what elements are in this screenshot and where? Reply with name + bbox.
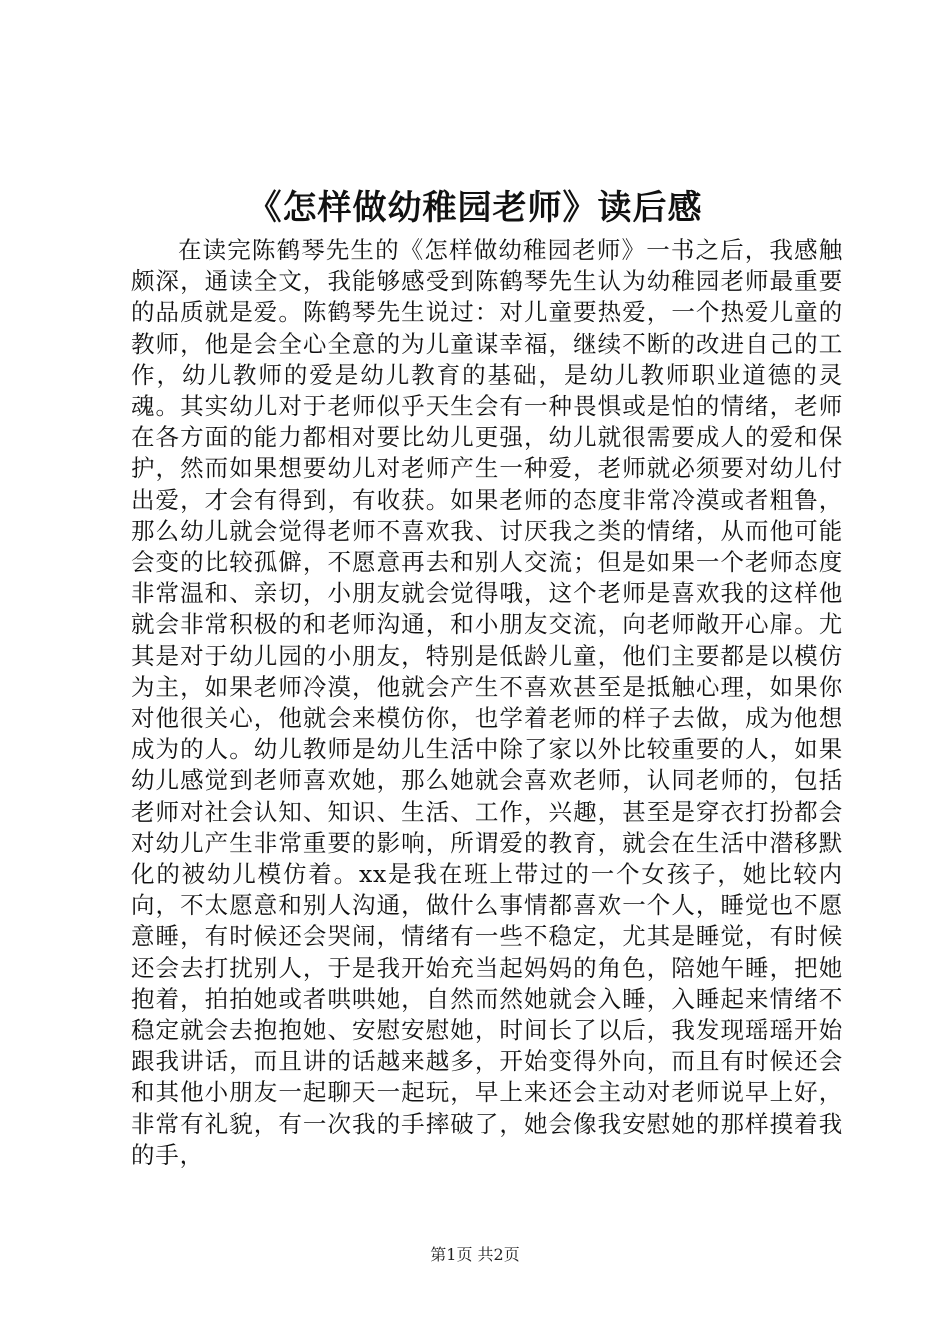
body-paragraph: 在读完陈鹤琴先生的《怎样做幼稚园老师》一书之后，我感触颇深，通读全文，我能够感受到陈鹤琴先生认为幼稚园老师最重要的品质就是爱。陈鹤琴先生说过：对儿童要热爱，一个热爱儿童的教师，他是会全心全意的为儿童谋幸福，继续不断的改进自己的工作，幼儿教师的爱是幼儿教育的基础，是幼儿教师职业道德的灵魂。其实幼儿对于老师似乎天生会有一种畏惧或是怕的情绪，老师在各方面的能力都相对要比幼儿更强，幼儿就很需要成人的爱和保护，然而如果想要幼儿对老师产生一种爱，老师就必须要对幼儿付出爱，才会有得到，有收获。如果老师的态度非常冷漠或者粗鲁，那么幼儿就会觉得老师不喜欢我、讨厌我之类的情绪，从而他可能会变的比较孤僻，不愿意再去和别人交流；但是如果一个老师态度非常温和、亲切，小朋友就会觉得哦，这个老师是喜欢我的这样他就会非常积极的和老师沟通，和小朋友交流，向老师敞开心扉。尤其是对于幼儿园的小朋友，特别是低龄儿童，他们主要都是以模仿为主，如果老师冷漠，他就会产生不喜欢甚至是抵触心理，如果你对他很关心，他就会来模仿你，也学着老师的样子去做，成为他想成为的人。幼儿教师是幼儿生活中除了家以外比较重要的人，如果幼儿感觉到老师喜欢她，那么她就会喜欢老师，认同老师的，包括老师对社会认知、知识、生活、工作，兴趣，甚至是穿衣打扮都会对幼儿产生非常重要的影响，所谓爱的教育，就会在生活中潜移默化的被幼儿模仿着。xx是我在班上带过的一个女孩子，她比较内向，不太愿意和别人沟通，做什么事情都喜欢一个人，睡觉也不愿意睡，有时候还会哭闹，情绪有一些不稳定，尤其是睡觉，有时候还会去打扰别人，于是我开始充当起妈妈的角色，陪她午睡，把她抱着，拍拍她或者哄哄她，自然而然她就会入睡，入睡起来情绪不稳定就会去抱抱她、安慰安慰她，时间长了以后，我发现瑶瑶开始跟我讲话，而且讲的话越来越多，开始变得外向，而且有时候还会和其他小朋友一起聊天一起玩，早上来还会主动对老师说早上好，非常有礼貌，有一次我的手摔破了，她会像我安慰她的那样摸着我的手， [131,236,843,1169]
page-footer: 第1页 共2页 [430,1245,520,1264]
document-title: 《怎样做幼稚园老师》读后感 [247,188,703,228]
